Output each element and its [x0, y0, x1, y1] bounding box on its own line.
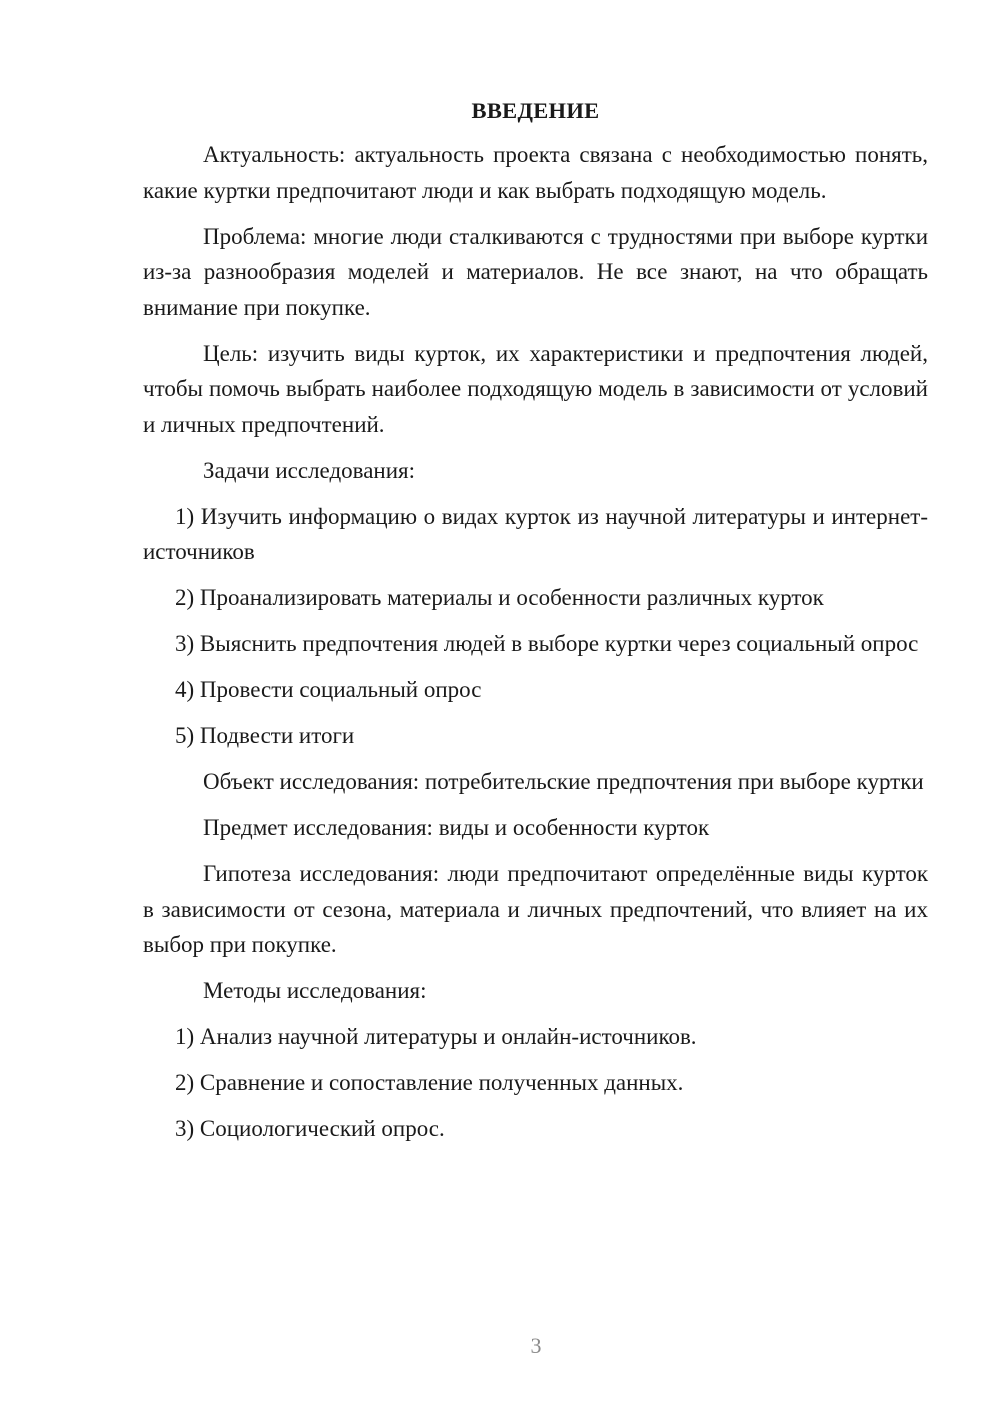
document-body [143, 96, 928, 1157]
method-item-3: 3) Социологический опрос. [175, 1116, 445, 1141]
page-number: 3 [530, 1333, 542, 1358]
relevance-paragraph: Актуальность: актуальность проекта связана с необходимостью понять, какие куртки предпочитают люди и как выбрать подходящую модель. [143, 142, 928, 203]
task-item-5: 5) Подвести итоги [175, 723, 355, 748]
hypothesis-paragraph: Гипотеза исследования: люди предпочитают определённые виды курток в зависимости от сезона, материала и личных предпочтений, что влияет на их выбор при покупке. [143, 861, 928, 957]
task-item-2: 2) Проанализировать материалы и особенности различных курток [175, 585, 824, 610]
task-item-4: 4) Провести социальный опрос [175, 677, 482, 702]
task-item-1: 1) Изучить информацию о видах курток из научной литературы и интернет-источников [143, 503, 928, 564]
goal-paragraph: Цель: изучить виды курток, их характеристики и предпочтения людей, чтобы помочь выбрать наиболее подходящую модель в зависимости от условий и личных предпочтений. [143, 340, 928, 437]
object-paragraph: Объект исследования: потребительские предпочтения при выборе куртки [203, 769, 924, 794]
method-item-2: 2) Сравнение и сопоставление полученных данных. [175, 1070, 684, 1095]
task-item-3: 3) Выяснить предпочтения людей в выборе куртки через социальный опрос [175, 631, 919, 656]
methods-heading: Методы исследования: [203, 978, 427, 1003]
page-title: ВВЕДЕНИЕ [471, 98, 600, 123]
subject-paragraph: Предмет исследования: виды и особенности курток [203, 815, 710, 840]
method-item-1: 1) Анализ научной литературы и онлайн-источников. [175, 1024, 697, 1049]
tasks-heading: Задачи исследования: [203, 457, 416, 483]
problem-paragraph: Проблема: многие люди сталкиваются с трудностями при выборе куртки из-за разнообразия моделей и материалов. Не все знают, на что обращать внимание при покупке. [143, 223, 928, 320]
